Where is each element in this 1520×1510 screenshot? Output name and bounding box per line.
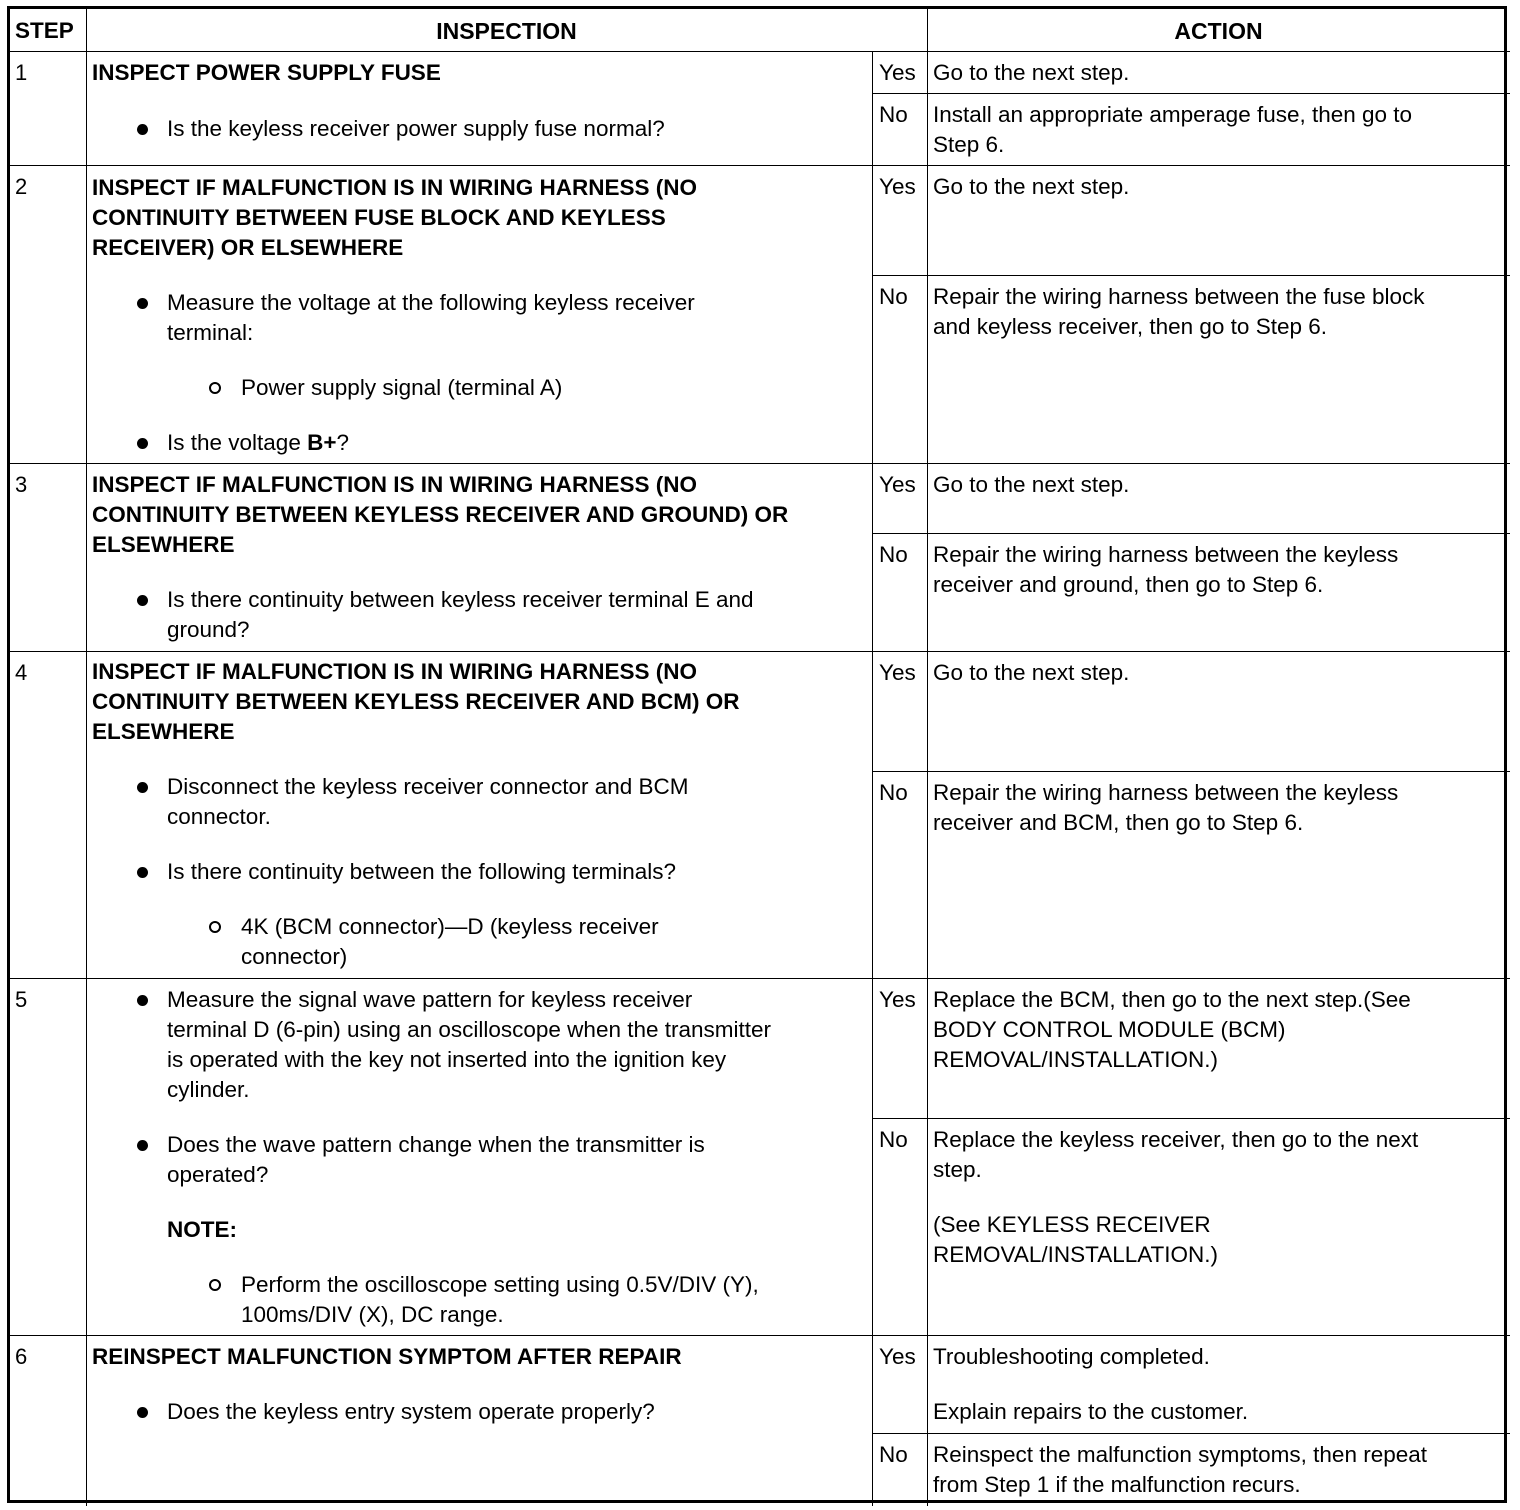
bullet-icon xyxy=(137,438,148,449)
yes-no-divider xyxy=(872,1118,1510,1119)
step-title: INSPECT POWER SUPPLY FUSE xyxy=(92,60,441,85)
inspection-item-text: Is there continuity between keyless receiver terminal E and xyxy=(167,587,754,612)
voltage-value: B+ xyxy=(300,430,337,455)
step-number: 2 xyxy=(15,174,28,199)
bullet-icon xyxy=(137,124,148,135)
inspection-item-text: Measure the signal wave pattern for keyless receiver xyxy=(167,987,693,1012)
yes-action-text: Go to the next step. xyxy=(933,60,1130,85)
step-number: 6 xyxy=(15,1344,28,1369)
yes-no-divider xyxy=(872,1433,1510,1434)
inspection-item-text: operated? xyxy=(167,1162,269,1187)
no-action-text: REMOVAL/INSTALLATION.) xyxy=(933,1242,1219,1267)
inspection-item-text: 100ms/DIV (X), DC range. xyxy=(241,1302,504,1327)
yes-no-divider xyxy=(872,771,1510,772)
inspection-item-text: Is the keyless receiver power supply fuse normal? xyxy=(167,116,665,141)
bullet-icon xyxy=(137,995,148,1006)
header-inspection: INSPECTION xyxy=(436,18,577,44)
inspection-item-text: Does the wave pattern change when the transmitter is xyxy=(167,1132,705,1157)
inspection-item-text: cylinder. xyxy=(167,1077,250,1102)
inspection-item-text: is operated with the key not inserted into the ignition key xyxy=(167,1047,727,1072)
yes-label: Yes xyxy=(879,60,916,85)
inspection-item-text: connector. xyxy=(167,804,271,829)
column-divider-yesno xyxy=(872,1335,873,1506)
no-action-text: Step 6. xyxy=(933,132,1005,157)
no-label: No xyxy=(879,284,908,309)
no-label: No xyxy=(879,102,908,127)
column-divider-action xyxy=(927,9,928,1506)
inspection-item-text: Is there continuity between the following terminals? xyxy=(167,859,677,884)
step-title: RECEIVER) OR ELSEWHERE xyxy=(92,235,404,260)
yes-action-text: Go to the next step. xyxy=(933,174,1130,199)
circle-bullet-icon xyxy=(209,921,221,933)
question-mark: ? xyxy=(336,430,349,455)
step-number: 4 xyxy=(15,660,28,685)
yes-label: Yes xyxy=(879,660,916,685)
yes-no-divider xyxy=(872,533,1510,534)
inspection-item-text: Perform the oscilloscope setting using 0.5V/DIV (Y), xyxy=(241,1272,759,1297)
column-divider-yesno xyxy=(872,978,873,1335)
inspection-item-text: Is the voltage B+? xyxy=(167,430,349,455)
step-title: INSPECT IF MALFUNCTION IS IN WIRING HARNESS (NO xyxy=(92,659,697,684)
step-title: ELSEWHERE xyxy=(92,719,235,744)
yes-label: Yes xyxy=(879,174,916,199)
column-divider-yesno xyxy=(872,165,873,463)
step-number: 5 xyxy=(15,987,28,1012)
yes-no-divider xyxy=(872,93,1510,94)
no-action-text: and keyless receiver, then go to Step 6. xyxy=(933,314,1327,339)
step-number: 1 xyxy=(15,60,28,85)
step-title: CONTINUITY BETWEEN KEYLESS RECEIVER AND GROUND) OR xyxy=(92,502,789,527)
no-action-text: receiver and BCM, then go to Step 6. xyxy=(933,810,1304,835)
yes-action-text: Replace the BCM, then go to the next step.(See xyxy=(933,987,1411,1012)
yes-label: Yes xyxy=(879,472,916,497)
row-divider xyxy=(10,463,1510,464)
no-action-text: (See KEYLESS RECEIVER xyxy=(933,1212,1211,1237)
no-action-text: Reinspect the malfunction symptoms, then repeat xyxy=(933,1442,1428,1467)
bullet-icon xyxy=(137,782,148,793)
step-number: 3 xyxy=(15,472,28,497)
inspection-item-text: terminal D (6-pin) using an oscilloscope when the transmitter xyxy=(167,1017,772,1042)
header-action: ACTION xyxy=(1174,18,1263,44)
inspection-item-text: terminal: xyxy=(167,320,254,345)
circle-bullet-icon xyxy=(209,1279,221,1291)
column-divider-yesno xyxy=(872,651,873,978)
no-label: No xyxy=(879,1442,908,1467)
yes-action-text: Explain repairs to the customer. xyxy=(933,1399,1249,1424)
yes-action-text: Troubleshooting completed. xyxy=(933,1344,1210,1369)
yes-no-divider xyxy=(872,275,1510,276)
column-divider-yesno xyxy=(872,463,873,651)
no-label: No xyxy=(879,1127,908,1152)
bullet-icon xyxy=(137,595,148,606)
column-divider-step xyxy=(86,9,87,1506)
yes-label: Yes xyxy=(879,1344,916,1369)
inspection-item-text: Does the keyless entry system operate properly? xyxy=(167,1399,655,1424)
inspection-item-text: Disconnect the keyless receiver connector and BCM xyxy=(167,774,689,799)
row-divider xyxy=(10,978,1510,979)
no-action-text: step. xyxy=(933,1157,982,1182)
inspection-item-text: connector) xyxy=(241,944,348,969)
no-action-text: Install an appropriate amperage fuse, then go to xyxy=(933,102,1413,127)
inspection-item-text: 4K (BCM connector)—D (keyless receiver xyxy=(241,914,659,939)
yes-action-text: Go to the next step. xyxy=(933,660,1130,685)
no-label: No xyxy=(879,780,908,805)
no-action-text: Replace the keyless receiver, then go to the next xyxy=(933,1127,1419,1152)
step-title: ELSEWHERE xyxy=(92,532,235,557)
step-title: CONTINUITY BETWEEN FUSE BLOCK AND KEYLESS xyxy=(92,205,666,230)
step-title: INSPECT IF MALFUNCTION IS IN WIRING HARNESS (NO xyxy=(92,175,697,200)
circle-bullet-icon xyxy=(209,382,221,394)
troubleshooting-table xyxy=(7,6,1507,1503)
note-label: NOTE: xyxy=(167,1217,237,1242)
header-divider xyxy=(10,51,1510,52)
row-divider xyxy=(10,651,1510,652)
yes-action-text: BODY CONTROL MODULE (BCM) xyxy=(933,1017,1286,1042)
bullet-icon xyxy=(137,298,148,309)
inspection-item-text: ground? xyxy=(167,617,250,642)
no-action-text: receiver and ground, then go to Step 6. xyxy=(933,572,1324,597)
yes-action-text: REMOVAL/INSTALLATION.) xyxy=(933,1047,1219,1072)
no-action-text: from Step 1 if the malfunction recurs. xyxy=(933,1472,1301,1497)
row-divider xyxy=(10,1335,1510,1336)
no-label: No xyxy=(879,542,908,567)
yes-action-text: Go to the next step. xyxy=(933,472,1130,497)
bullet-icon xyxy=(137,1407,148,1418)
inspection-item-text: Measure the voltage at the following keyless receiver xyxy=(167,290,695,315)
column-divider-yesno xyxy=(872,51,873,165)
inspection-item-text: Power supply signal (terminal A) xyxy=(241,375,563,400)
row-divider xyxy=(10,165,1510,166)
step-title: CONTINUITY BETWEEN KEYLESS RECEIVER AND BCM) OR xyxy=(92,689,740,714)
step-title: REINSPECT MALFUNCTION SYMPTOM AFTER REPAIR xyxy=(92,1344,682,1369)
step-title: INSPECT IF MALFUNCTION IS IN WIRING HARNESS (NO xyxy=(92,472,697,497)
bullet-icon xyxy=(137,867,148,878)
yes-label: Yes xyxy=(879,987,916,1012)
header-step: STEP xyxy=(15,18,74,43)
no-action-text: Repair the wiring harness between the keyless xyxy=(933,542,1399,567)
bullet-icon xyxy=(137,1140,148,1151)
no-action-text: Repair the wiring harness between the fuse block xyxy=(933,284,1425,309)
no-action-text: Repair the wiring harness between the keyless xyxy=(933,780,1399,805)
